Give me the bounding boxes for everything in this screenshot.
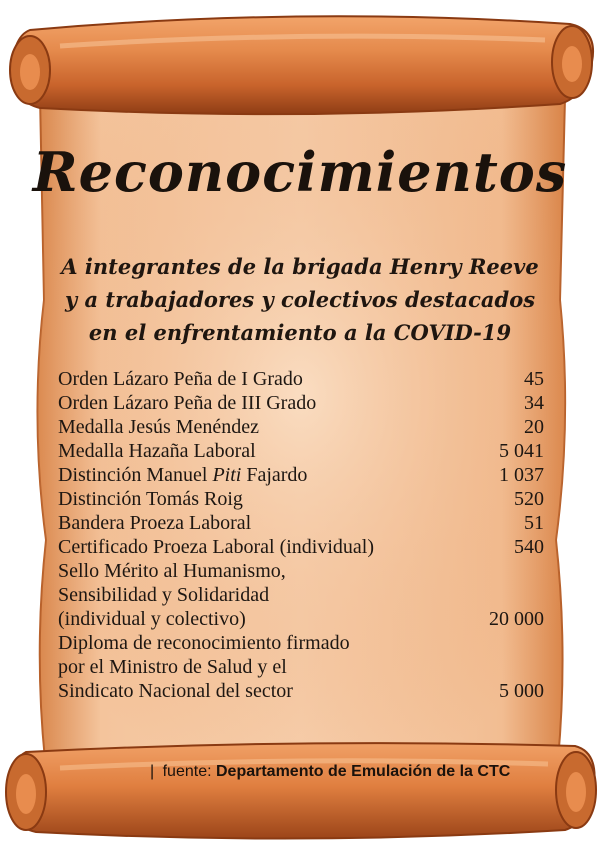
item-label: Sello Mérito al Humanismo, Sensibilidad y Solidaridad (individual y colectivo) bbox=[58, 560, 286, 630]
subtitle bbox=[40, 250, 560, 349]
item-label-nickname: Piti bbox=[212, 464, 242, 486]
item-count: 540 bbox=[514, 536, 544, 558]
item-label: Distinción Tomás Roig bbox=[58, 488, 243, 510]
source-organization: Departamento de Emulación de la CTC bbox=[216, 763, 511, 780]
recognition-list bbox=[58, 367, 544, 703]
item-count: 51 bbox=[524, 512, 544, 534]
item-count: 20 bbox=[524, 416, 544, 438]
list-item bbox=[58, 367, 544, 391]
item-count: 5 041 bbox=[499, 440, 544, 462]
item-label: Bandera Proeza Laboral bbox=[58, 512, 252, 534]
item-count: 1 037 bbox=[499, 464, 544, 486]
list-item bbox=[58, 439, 544, 463]
item-label: Diploma de reconocimiento firmado por el Ministro de Salud y el Sindicato Nacional del sector bbox=[58, 632, 350, 702]
list-item bbox=[58, 631, 544, 703]
list-item bbox=[58, 535, 544, 559]
page-title: Reconocimientos bbox=[32, 140, 568, 204]
item-label: Certificado Proeza Laboral (individual) bbox=[58, 536, 374, 558]
list-item bbox=[58, 511, 544, 535]
source-prefix: fuente: bbox=[162, 763, 212, 780]
list-item bbox=[58, 391, 544, 415]
source-divider: | bbox=[150, 763, 155, 780]
list-item bbox=[58, 559, 544, 631]
item-label: Orden Lázaro Peña de III Grado bbox=[58, 392, 317, 414]
item-count: 520 bbox=[514, 488, 544, 510]
item-label-part: Distinción Manuel bbox=[58, 464, 213, 486]
item-count: 5 000 bbox=[499, 680, 544, 702]
item-label-part: Fajardo bbox=[241, 464, 308, 486]
item-label: Orden Lázaro Peña de I Grado bbox=[58, 368, 303, 390]
item-label: Medalla Hazaña Laboral bbox=[58, 440, 256, 462]
item-label: Medalla Jesús Menéndez bbox=[58, 416, 260, 438]
source-credit bbox=[150, 763, 550, 781]
item-count: 20 000 bbox=[489, 608, 544, 630]
subtitle-line-1: A integrantes de la brigada Henry Reeve bbox=[61, 254, 539, 279]
item-count: 45 bbox=[524, 368, 544, 390]
list-item bbox=[58, 415, 544, 439]
subtitle-line-3: en el enfrentamiento a la COVID-19 bbox=[88, 320, 512, 345]
list-item bbox=[58, 463, 544, 487]
item-label bbox=[58, 463, 307, 487]
list-item bbox=[58, 487, 544, 511]
item-count: 34 bbox=[524, 392, 544, 414]
subtitle-line-2: y a trabajadores y colectivos destacados bbox=[64, 287, 536, 312]
